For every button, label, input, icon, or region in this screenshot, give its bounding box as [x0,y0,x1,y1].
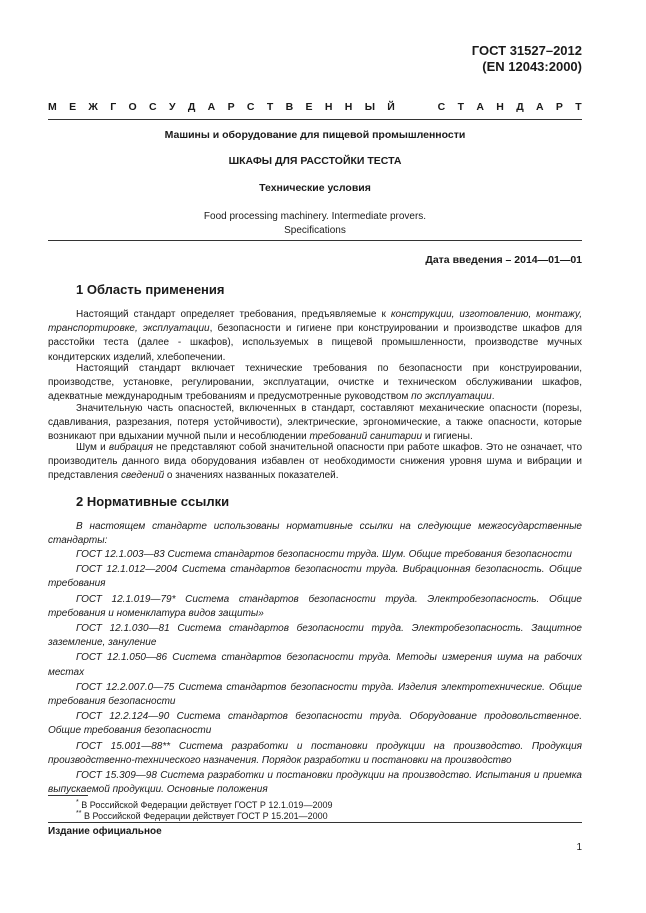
section1-paragraph-3 [48,402,582,445]
normative-reference: ГОСТ 15.309—98 Система разработки и постановки продукции на производство. Испытания и приемка выпускаемой продукции. Основные положения [48,770,582,796]
footnote-1-mark: * [76,799,79,806]
normative-reference: ГОСТ 12.1.012—2004 Система стандартов безопасности труда. Вибрационная безопасность. Общие требования [48,564,582,590]
section2-intro-text: В настоящем стандарте использованы нормативные ссылки на следующие межгосударственные стандарты: [48,521,582,547]
section1-heading: 1 Область применения [76,282,225,297]
section1-paragraph-4 [48,441,582,484]
category-letter: Р [227,101,235,113]
standard-category [48,101,582,113]
official-edition-label: Издание официальное [48,826,162,837]
p4-text-italic-1: вибрация [108,442,154,453]
category-letter: Д [187,101,196,113]
document-title: ШКАФЫ ДЛЯ РАССТОЙКИ ТЕСТА [228,155,402,167]
category-letter: С [149,101,157,113]
category-letter: Ы [364,101,375,113]
section1-paragraph-1 [48,308,582,365]
category-letter: О [128,101,137,113]
effective-date: Дата введения – 2014—01—01 [425,254,582,266]
section2-heading: 2 Нормативные ссылки [76,494,230,509]
document-subtitle: Технические условия [259,182,371,194]
category-letter: Й [387,101,395,113]
category-letter [422,101,425,113]
category-letter: Д [516,101,524,113]
title-rule [48,240,582,241]
p4-text-a: Шум и [76,442,109,453]
normative-reference: ГОСТ 15.001—88** Система разработки и постановки продукции на производство. Продукция производственно-технического назначения. Порядок разработки и постановки на производство [48,740,582,766]
p2-text-italic: по эксплуатации [411,391,492,403]
category-letter: Е [69,101,77,113]
section2-intro [48,520,582,548]
p1-text-italic: конструкции, изготовлению, монтажу, транспортировке, эксплуатации [48,309,582,335]
category-letter: С [246,101,255,113]
header-rule [48,119,582,120]
category-letter: У [168,101,176,113]
category-letter: Т [457,101,465,113]
normative-reference: ГОСТ 12.1.003—83 Система стандартов безопасности труда. Шум. Общие требования безопасности [76,549,572,560]
footnote-1-text: В Российской Федерации действует ГОСТ Р 12.1.019—2009 [81,800,333,810]
normative-reference: ГОСТ 12.1.030—81 Система стандартов безопасности труда. Электробезопасность. Защитное заземление, зануление [48,623,582,649]
category-letter: М [48,101,57,113]
p1-text-a: Настоящий стандарт определяет требования, предъявляемые к [76,309,391,320]
normative-references-list [48,548,582,798]
category-letter: Т [575,101,582,113]
category-letter: Ж [88,101,98,113]
p3-text-italic: требований санитарии [309,431,423,443]
normative-reference: ГОСТ 12.2.007.0—75 Система стандартов безопасности труда. Изделия электротехнические. Общие требования безопасности [48,681,582,708]
p4-text-b: не представляют собой значительной опасности при работе шкафов. Это не означает, что производитель данного вида оборудования избавлен от необходимости снижения уровня шума и вибрации и представления [48,442,583,482]
category-letter: А [476,101,484,113]
p4-text-italic-2: сведений [120,470,165,482]
category-letter: Е [305,101,313,113]
normative-reference: ГОСТ 12.2.124—90 Система стандартов безопасности труда. Оборудование продовольственное. Общие требования безопасности [48,711,582,737]
category-letter: Т [266,101,274,113]
p2-text-a: Настоящий стандарт включает технические требования по безопасности при конструировании, производстве, установке, регулировании, эксплуатации, очистке и техническом обслуживании шкафов, адекватные международным требованиям и предусмотренные руководством [48,363,582,403]
category-letter: Н [324,101,333,113]
p3-text-a: Значительную часть опасностей, включенных в стандарт, составляют механические опасности (порезы, сдавливания, разрезания, потеря устойчивости), электрические, эргономические, а также опасности, которые возникают при вдыхании мучной пыли и несоблюдении [48,403,582,443]
p1-text-b: , безопасности и гигиене при конструировании и производстве шкафов для расстойки теста (далее - шкафов), используемых в пищевой промышленности, производстве мучных кондитерских изделий, хлебопечении. [48,323,582,363]
footnote-2-text: В Российской Федерации действует ГОСТ Р 15.201—2000 [83,811,328,821]
category-letter: С [437,101,446,113]
subject-title: Машины и оборудование для пищевой промышленности [164,129,466,141]
p2-text-b: . [491,391,495,403]
page-number: 1 [576,842,582,853]
footnote-2 [76,808,328,822]
category-letter: Р [555,101,563,113]
section1-paragraph-2 [48,362,582,405]
category-letter: В [285,101,294,113]
english-title [48,210,582,238]
category-letter: Н [344,101,353,113]
english-title-line1: Food processing machinery. Intermediate provers. [203,211,427,222]
category-letter [407,101,410,113]
footnote-rule [48,795,88,796]
category-letter: А [207,101,216,113]
footer-rule [48,822,582,823]
p4-text-c: о значениях названных показателей. [164,470,339,482]
p3-text-b: и гигиены. [422,431,473,443]
footnote-2-mark: ** [76,810,82,817]
category-letter: А [536,101,544,113]
standard-code-line1: ГОСТ 31527–2012 [471,43,582,58]
standard-code [472,43,582,75]
standard-code-line2: (EN 12043:2000) [482,59,582,74]
category-letter: Н [496,101,504,113]
english-title-line2: Specifications [284,225,346,236]
normative-reference: ГОСТ 12.1.050—86 Система стандартов безопасности труда. Методы измерения шума на рабочих местах [48,652,582,678]
normative-reference: ГОСТ 12.1.019—79* Система стандартов безопасности труда. Электробезопасность. Общие требования и номенклатура видов защиты» [48,593,582,619]
category-letter: Г [110,101,117,113]
